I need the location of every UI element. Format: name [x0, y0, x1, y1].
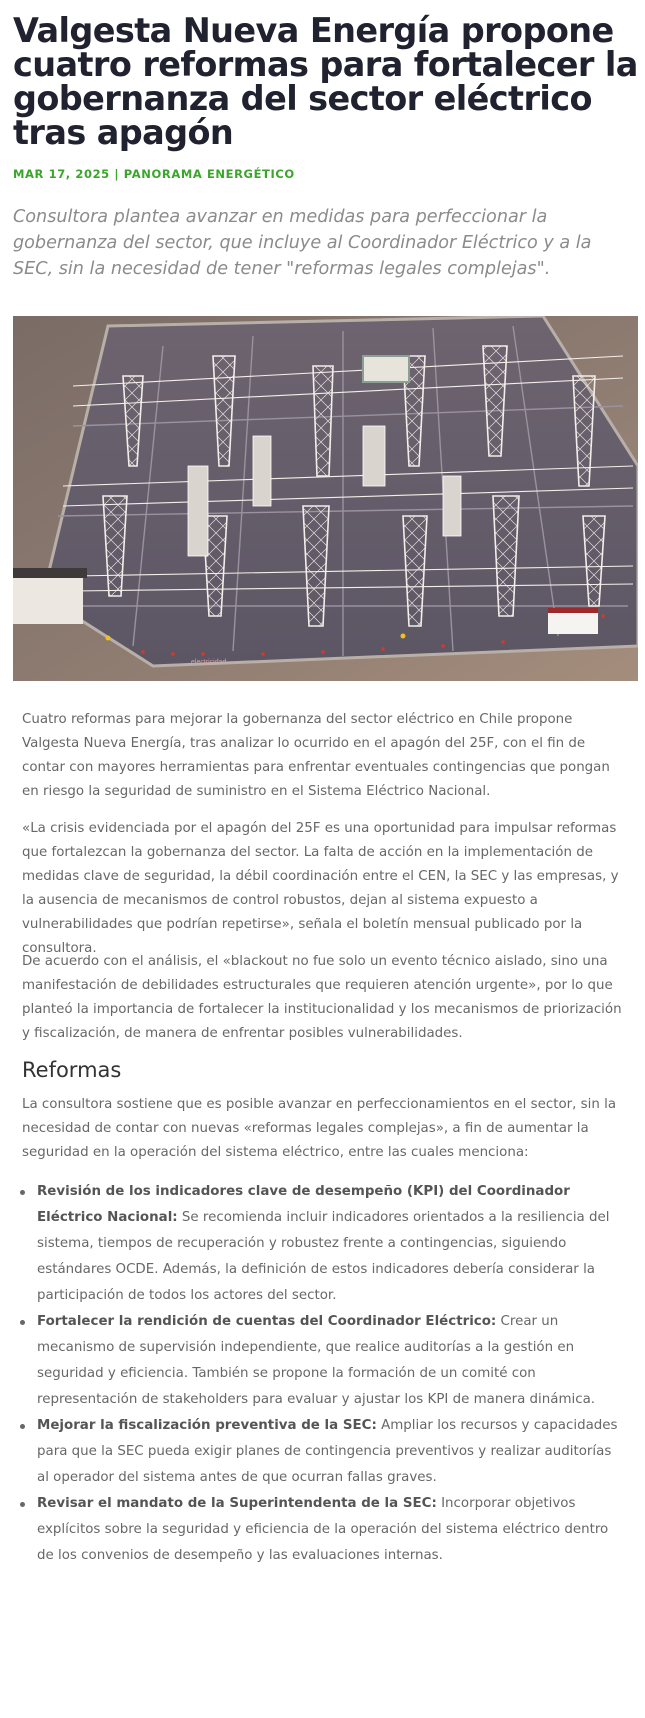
- list-item: [22, 1413, 626, 1491]
- reform-list: [22, 1179, 626, 1569]
- reform-title: Fortalecer la rendición de cuentas del Coordinador Eléctrico:: [37, 1314, 497, 1329]
- bullet-icon: [20, 1424, 25, 1429]
- article-meta[interactable]: MAR 17, 2025 | PANORAMA ENERGÉTICO: [13, 167, 295, 181]
- list-item: [22, 1309, 626, 1413]
- reform-text: Crear un mecanismo de supervisión independiente, que realice auditorías a la gestión en seguridad y eficiencia. También se propone la formación de un comité con representación de stakeholders para evaluar y ajustar los KPI de manera dinámica.: [37, 1314, 596, 1407]
- article-paragraph-3: De acuerdo con el análisis, el «blackout no fue solo un evento técnico aislado, sino una manifestación de debilidades estructurales que requieren atención urgente», por lo que planteó la importancia de fortalecer la institucionalidad y los mecanismos de priorización y fiscalización, de manera de enfrentar posibles vulnerabilidades.: [22, 954, 622, 1041]
- list-item: [22, 1491, 626, 1569]
- reform-title: Revisar el mandato de la Superintendenta de la SEC:: [37, 1496, 437, 1511]
- reform-text: Se recomienda incluir indicadores orientados a la resiliencia del sistema, tiempos de recuperación y robustez frente a contingencias, siguiendo estándares OCDE. Además, la definición de estos indicadores debería considerar la participación de todos los actores del sector.: [37, 1210, 610, 1303]
- article-paragraph-2: «La crisis evidenciada por el apagón del 25F es una oportunidad para impulsar reformas que fortalezcan la gobernanza del sector. La falta de acción en la implementación de medidas clave de seguridad, la débil coordinación entre el CEN, la SEC y las empresas, y la ausencia de mecanismos de control robustos, dejan al sistema expuesto a vulnerabilidades que podrían repetirse», señala el boletín mensual publicado por la consultora.: [22, 821, 619, 956]
- reform-title: Revisión de los indicadores clave de desempeño (KPI) del Coordinador Eléctrico Nacional:: [37, 1184, 570, 1225]
- reform-text: Incorporar objetivos explícitos sobre la seguridad y eficiencia de la operación del sistema eléctrico dentro de los convenios de desempeño y las evaluaciones internas.: [37, 1496, 609, 1563]
- article-paragraph-1: Cuatro reformas para mejorar la gobernanza del sector eléctrico en Chile propone Valgesta Nueva Energía, tras analizar lo ocurrido en el apagón del 25F, con el fin de contar con mayores herramientas para enfrentar eventuales contingencias que pongan en riesgo la seguridad de suministro en el Sistema Eléctrico Nacional.: [22, 712, 610, 799]
- article-title: Valgesta Nueva Energía propone cuatro reformas para fortalecer la gobernanza del sector eléctrico tras apagón: [13, 11, 638, 152]
- section-intro: La consultora sostiene que es posible avanzar en perfeccionamientos en el sector, sin la necesidad de contar con nuevas «reformas legales complejas», a fin de aumentar la seguridad en la operación del sistema eléctrico, entre las cuales menciona:: [22, 1097, 617, 1160]
- hero-image: [13, 316, 638, 681]
- bullet-icon: [20, 1190, 25, 1195]
- bullet-icon: [20, 1502, 25, 1507]
- section-heading-reformas: Reformas: [22, 1058, 122, 1082]
- substation-photo-icon: [13, 316, 638, 681]
- reform-title: Mejorar la fiscalización preventiva de la SEC:: [37, 1418, 377, 1433]
- image-watermark: electricidad: [191, 659, 227, 666]
- bullet-icon: [20, 1320, 25, 1325]
- reform-text: Ampliar los recursos y capacidades para que la SEC pueda exigir planes de contingencia preventivos y realizar auditorías al operador del sistema antes de que ocurran fallas graves.: [37, 1418, 618, 1485]
- list-item: [22, 1179, 626, 1309]
- article-lede: Consultora plantea avanzar en medidas para perfeccionar la gobernanza del sector, que incluye al Coordinador Eléctrico y a la SEC, sin la necesidad de tener "reformas legales complejas".: [13, 207, 592, 279]
